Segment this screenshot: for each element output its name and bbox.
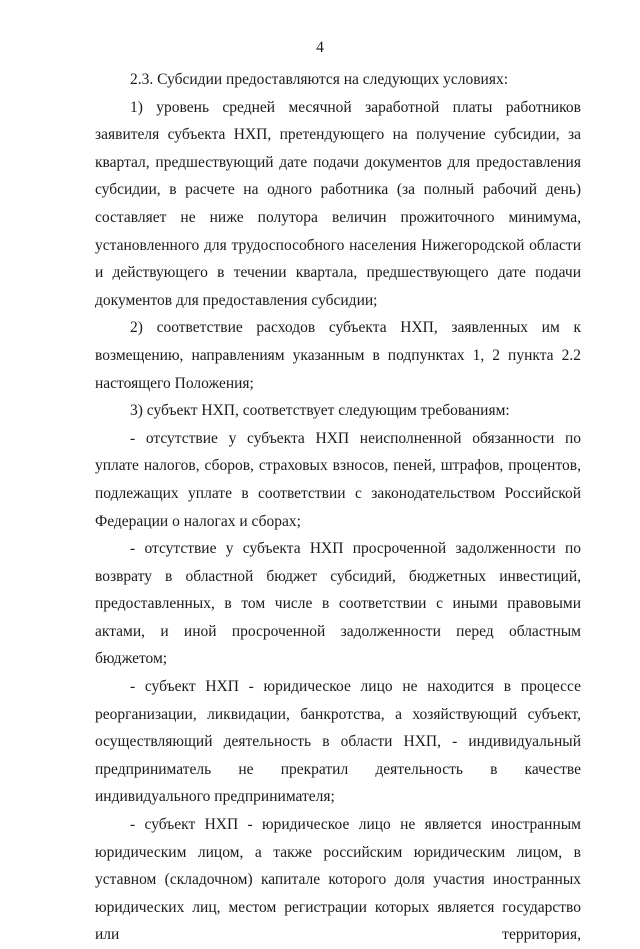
paragraph-condition-3-requirements: 3) субъект НХП, соответствует следующим требованиям: [130, 402, 510, 420]
paragraph-requirement-not-foreign-entity: - субъект НХП - юридическое лицо не является иностранным юридическим лицом, а также российским юридическим лицом, в уставном (складочном) капитале которого доля участия иностранных юридических лиц, местом регистрации которых является государство или территория, [95, 816, 581, 944]
paragraph-requirement-no-reorganization: - субъект НХП - юридическое лицо не находится в процессе реорганизации, ликвидации, банкротства, а хозяйствующий субъект, осуществляющий деятельность в области НХП, - индивидуальный предприниматель не прекратил деятельность в качестве индивидуального предпринимателя; [95, 678, 581, 806]
document-body [95, 66, 581, 949]
paragraph-condition-1-salary: 1) уровень средней месячной заработной платы работников заявителя субъекта НХП, претендующего на получение субсидии, за квартал, предшествующий дате подачи документов для предоставления субсидии, в расчете на одного работника (за полный рабочий день) составляет не ниже полутора величин прожиточного минимума, установленного для трудоспособного населения Нижегородской области и действующего в течении квартала, предшествующего дате подачи документов для предоставления субсидии; [95, 98, 581, 309]
paragraph-requirement-no-tax-debt: - отсутствие у субъекта НХП неисполненной обязанности по уплате налогов, сборов, страховых взносов, пеней, штрафов, процентов, подлежащих уплате в соответствии с законодательством Российской Федерации о налогах и сборах; [95, 429, 581, 530]
paragraph-conditions-heading: 2.3. Субсидии предоставляются на следующих условиях: [130, 71, 509, 88]
page-number: 4 [316, 39, 324, 56]
paragraph-condition-2-expenses: 2) соответствие расходов субъекта НХП, заявленных им к возмещению, направлениям указанным в подпунктах 1, 2 пункта 2.2 настоящего Положения; [95, 319, 581, 392]
paragraph-requirement-no-budget-debt: - отсутствие у субъекта НХП просроченной задолженности по возврату в областной бюджет субсидий, бюджетных инвестиций, предоставленных, в том числе в соответствии с иными правовыми актами, и иной просроченной задолженности перед областным бюджетом; [95, 540, 581, 668]
